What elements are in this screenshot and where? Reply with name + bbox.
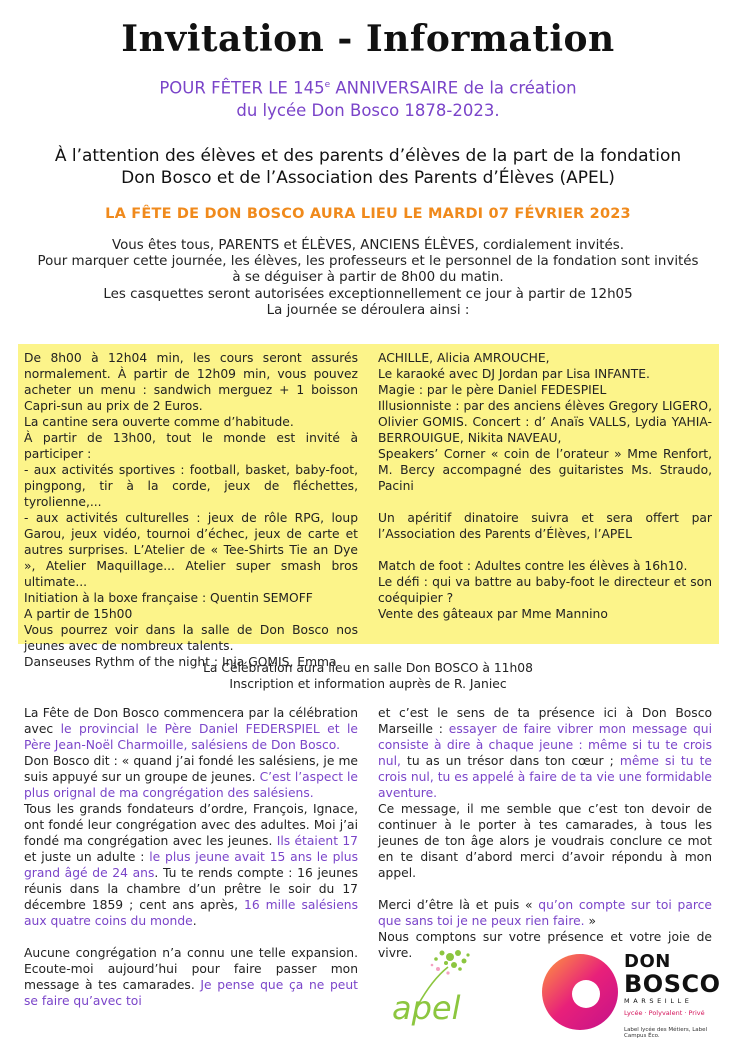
programme-item: À partir de 13h00, tout le monde est invité à participer : — [24, 431, 358, 461]
message-text: . — [192, 914, 197, 928]
message-right-column — [378, 705, 712, 961]
programme-item: Danseuses Rythm of the night : Inja GOMIS, Emma — [24, 655, 337, 669]
programme-right-column — [378, 350, 712, 622]
don-bosco-wordmark — [624, 952, 724, 1039]
message-text: Don Bosco dit : « quand j’ai fondé les salésiens, je me suis appuyé sur un groupe de jeunes. — [24, 754, 358, 784]
message-paragraph — [24, 753, 358, 801]
logo-subtitle: Lycée · Polyvalent · Privé — [624, 1009, 705, 1017]
message-highlight: même si tu te crois nul, tu es appelé à faire de ta vie une formidable aventure. — [378, 754, 712, 800]
logo-marseille: MARSEILLE — [624, 997, 693, 1005]
message-text: et c’est le sens de ta présence ici à Don Bosco Marseille : — [378, 706, 712, 736]
message-text: » — [584, 914, 597, 928]
don-bosco-logo-icon — [540, 952, 620, 1032]
message-text: Tous les grands fondateurs d’ordre, François, Ignace, ont fondé leur congrégation avec des adultes. Moi j’ai fondé ma congrégation avec les jeunes. — [24, 802, 358, 848]
subtitle-part-1: POUR FÊTER LE 145 — [159, 78, 325, 98]
intro-line-5: La journée se déroulera ainsi : — [266, 302, 470, 318]
programme-item: A partir de 15h00 — [24, 607, 133, 621]
message-paragraph — [24, 945, 358, 1009]
message-text: . Tu te rends compte : 16 jeunes réunis dans la chambre d’un prêtre le soir du 17 décembre 1859 ; cent ans après, — [24, 866, 358, 912]
page-title: Invitation - Information — [121, 18, 615, 60]
programme-item: Le défi : qui va battre au baby-foot le directeur et son coéquipier ? — [378, 575, 712, 605]
programme-item: De 8h00 à 12h04 min, les cours seront assurés normalement. À partir de 12h09 min, vous pouvez acheter un menu : sandwich merguez + 1 boisson Capri-sun au prix de 2 Euros. — [24, 351, 358, 413]
apel-logo — [378, 945, 478, 1033]
celebration-line-2: Inscription et information auprès de R. Janiec — [229, 677, 507, 691]
message-highlight: Ils étaient 17 — [276, 834, 359, 848]
logo-label: Label lycée des Métiers, Label Campus Éco. — [624, 1027, 708, 1039]
message-paragraph — [378, 705, 712, 801]
message-paragraph: Ce message, il me semble que c’est ton devoir de continuer à le porter à tes camarades, à tous les jeunes de ton âge alors je voudrais conclure ce mot en te disant d’abord merci d’avoir répondu à mon appel. — [378, 802, 712, 880]
attention-line-2: Don Bosco et de l’Association des Parents d’Élèves (APEL) — [121, 168, 615, 188]
message-highlight: Je pense que ça ne peut se faire qu’avec toi — [24, 978, 358, 1008]
intro-line-1: Vous êtes tous, PARENTS et ÉLÈVES, ANCIENS ÉLÈVES, cordialement invités. — [111, 238, 625, 253]
celebration-line-1: La Célébration aura lieu en salle Don BOSCO à 11h08 — [203, 661, 533, 675]
intro-block — [30, 238, 706, 319]
message-paragraph — [378, 897, 712, 929]
apel-wordmark: apel — [392, 989, 461, 1027]
message-left-column — [24, 705, 358, 1009]
message-highlight: qu’on compte sur toi parce que sans toi je ne peux rien faire. — [378, 898, 712, 928]
intro-line-2: Pour marquer cette journée, les élèves, les professeurs et le personnel de la fondation sont invités — [37, 254, 699, 270]
programme-item: - aux activités sportives : football, basket, baby-foot, pingpong, tir à la corde, jeux de fléchettes, tyrolienne,... — [24, 463, 358, 509]
subtitle-part-2: ANNIVERSAIRE de la création — [330, 78, 577, 98]
message-text: et juste un adulte : — [24, 850, 150, 864]
message-highlight: essayer de faire vibrer mon message qui consiste à dire à chaque jeune : même si tu te crois nul, — [378, 722, 713, 768]
message-text: La Fête de Don Bosco commencera par la célébration avec — [24, 706, 358, 736]
message-highlight: C’est l’aspect le plus orignal de ma congrégation des salésiens. — [24, 770, 358, 800]
message-highlight: le provincial le Père Daniel FEDERSPIEL et le Père Jean-Noël Charmoille, salésiens de Don Bosco. — [24, 722, 358, 752]
message-text: Merci d’être là et puis « — [378, 898, 539, 912]
message-highlight: le plus jeune avait 15 ans le plus grand âgé de 24 ans — [24, 850, 358, 880]
programme-left-column — [24, 350, 358, 670]
programme-item: Speakers’ Corner « coin de l’orateur » Mme Renfort, M. Bercy accompagné des guitaristes Ms. Straudo, Pacini — [378, 447, 712, 493]
programme-item: La cantine sera ouverte comme d’habitude. — [24, 415, 294, 429]
programme-item: Magie : par le père Daniel FEDESPIEL — [378, 383, 607, 397]
programme-item: Illusionniste : par des anciens élèves Gregory LIGERO, Olivier GOMIS. Concert : d’ Anaïs VALLS, Lydia YAHIA-BERROUIGUE, Nikita NAVEAU, — [378, 399, 712, 445]
message-paragraph — [24, 801, 358, 929]
subtitle-part-3: du lycée Don Bosco 1878-2023. — [236, 100, 500, 120]
programme-item: Match de foot : Adultes contre les élèves à 16h10. — [378, 559, 688, 573]
message-text: Aucune congrégation n’a connu une telle expansion. Ecoute-moi aujourd’hui pour faire passer mon message à tes camarades. — [24, 946, 358, 992]
attention-block — [40, 145, 696, 189]
programme-item: Un apéritif dinatoire suivra et sera offert par l’Association des Parents d’Élèves, l’APEL — [378, 511, 712, 541]
subtitle-superscript: e — [324, 80, 331, 90]
message-paragraph: Nous comptons sur votre présence et votre joie de vivre. — [378, 930, 712, 960]
logo-bosco: BOSCO — [624, 970, 721, 998]
anniversary-subtitle — [90, 74, 646, 122]
programme-item: Vous pourrez voir dans la salle de Don Bosco nos jeunes avec de nombreux talents. — [24, 623, 358, 653]
programme-item: - aux activités culturelles : jeux de rôle RPG, loup Garou, jeux vidéo, tournoi d’échec, jeux de carte et autres surprises. L’Atelier de « Tee-Shirts Tie an Dye », Atelier Maquillage... Atelier super smash bros ultimate... — [24, 511, 358, 589]
message-text: tu as un trésor dans ton cœur ; — [400, 754, 620, 768]
intro-line-3: à se déguiser à partir de 8h00 du matin. — [232, 270, 504, 286]
attention-line-1: À l’attention des élèves et des parents d’élèves de la part de la fondation — [54, 146, 682, 166]
programme-item: ACHILLE, Alicia AMROUCHE, — [378, 351, 550, 365]
programme-item: Le karaoké avec DJ Jordan par Lisa INFANTE. — [378, 367, 650, 381]
message-highlight: 16 mille salésiens aux quatre coins du monde — [24, 898, 358, 928]
celebration-info — [60, 660, 676, 692]
message-paragraph — [24, 705, 358, 753]
event-date-line: LA FÊTE DE DON BOSCO AURA LIEU LE MARDI 07 FÉVRIER 2023 — [105, 206, 631, 222]
programme-item: Vente des gâteaux par Mme Mannino — [378, 607, 608, 621]
intro-line-4: Les casquettes seront autorisées exceptionnellement ce jour à partir de 12h05 — [103, 286, 633, 302]
logo-don: DON — [624, 951, 671, 972]
programme-item: Initiation à la boxe française : Quentin SEMOFF — [24, 591, 313, 605]
